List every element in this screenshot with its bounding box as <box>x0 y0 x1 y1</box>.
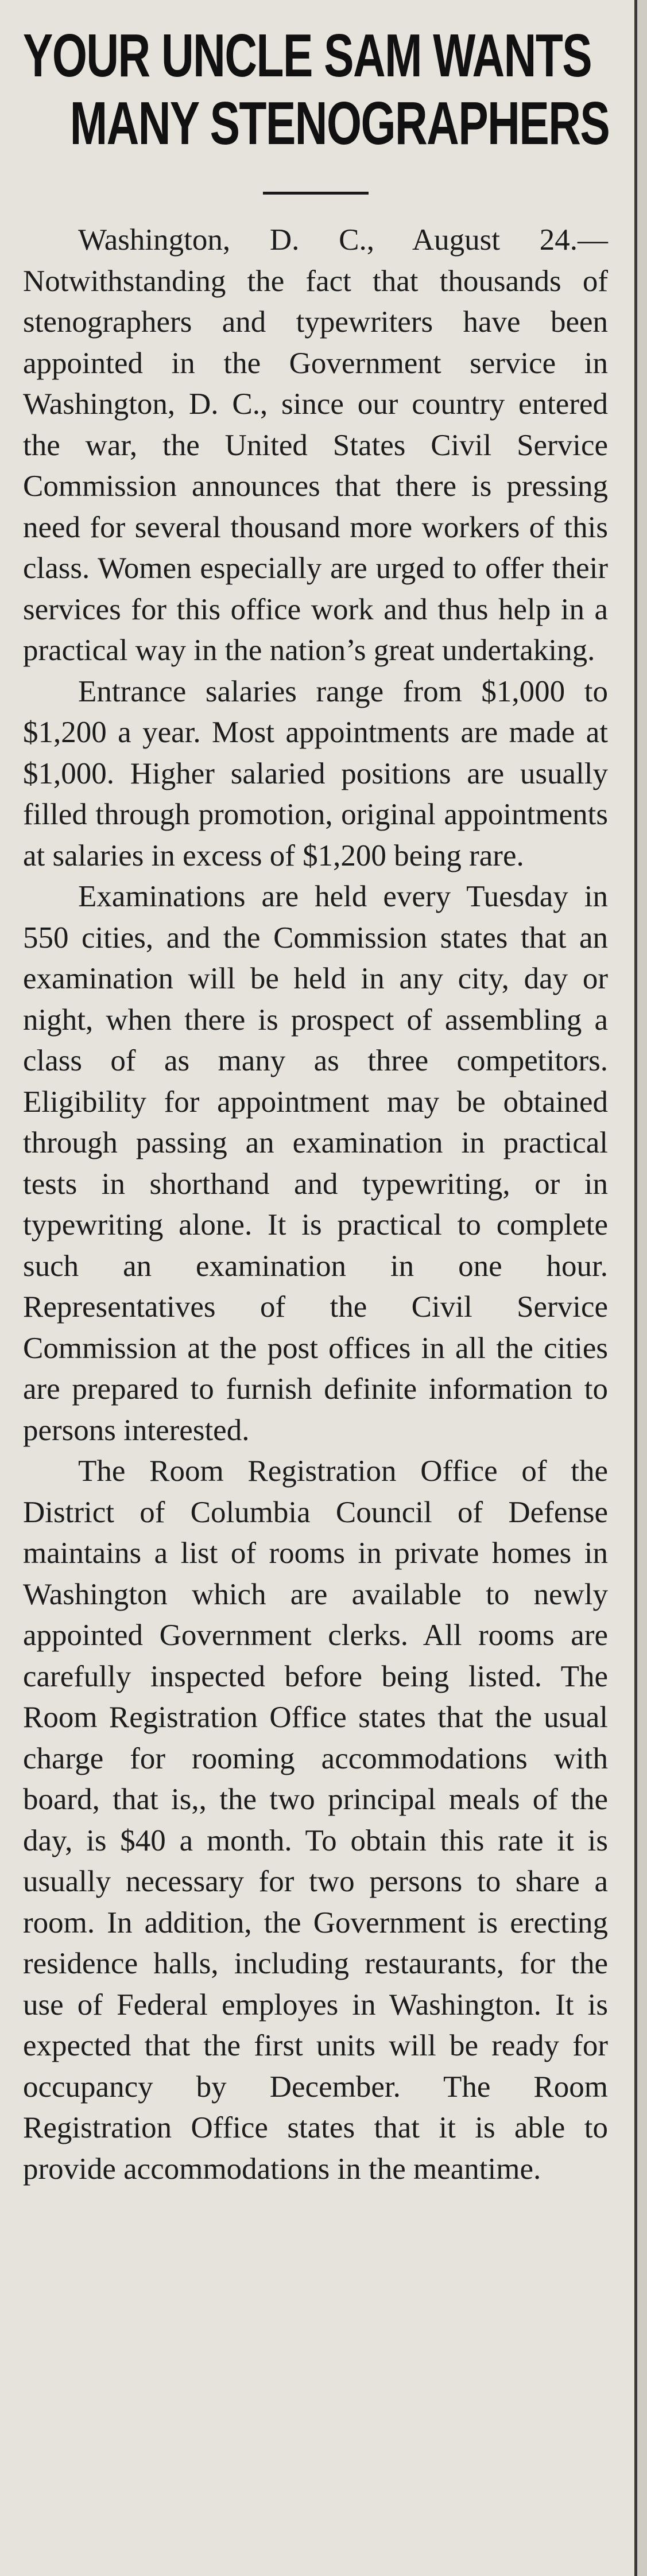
headline-line-2: MANY STENOGRAPHERS <box>69 90 610 157</box>
paragraph-4: The Room Registration Office of the District of Columbia Council of Defense maintains a list of rooms in private homes in Washington which are available to newly appointed Government clerks. All rooms are carefully inspected before being listed. The Room Registration Office states that the usual charge for rooming accommodations with board, that is,, the two principal meals of the day, is $40 a month. To obtain this rate it is usually necessary for two persons to share a room. In addition, the Government is erecting residence halls, including restaurants, for the use of Federal employes in Washington. It is expected that the first units will be ready for occupancy by December. The Room Registration Office states that it is able to provide accommodations in the meantime. <box>23 1454 608 2186</box>
headline <box>23 22 609 157</box>
article-body <box>23 220 608 2190</box>
headline-line-1: YOUR UNCLE SAM WANTS <box>23 22 592 90</box>
paragraph-2: Entrance salaries range from $1,000 to $1,200 a year. Most appointments are made at $1,000. Higher salaried positions are usually filled through promotion, original appointments at salaries in excess of $1,200 being rare. <box>23 674 608 872</box>
paragraph-1: Washington, D. C., August 24.—Notwithstanding the fact that thousands of stenographers and typewriters have been appointed in the Government service in Washington, D. C., since our country entered the war, the United States Civil Service Commission announces that there is pressing need for several thousand more workers of this class. Women especially are urged to offer their services for this office work and thus help in a practical way in the nation’s great undertaking. <box>23 223 608 667</box>
page-margin <box>637 0 647 2576</box>
headline-divider <box>263 192 369 195</box>
paragraph-3: Examinations are held every Tuesday in 550 cities, and the Commission states that an examination will be held in any city, day or night, when there is prospect of assembling a class of as many as three competitors. Eligibility for appointment may be obtained through passing an examination in practical tests in shorthand and typewriting, or in typewriting alone. It is practical to complete such an examination in one hour. Representatives of the Civil Service Commission at the post offices in all the cities are prepared to furnish definite information to persons interested. <box>23 880 608 1447</box>
